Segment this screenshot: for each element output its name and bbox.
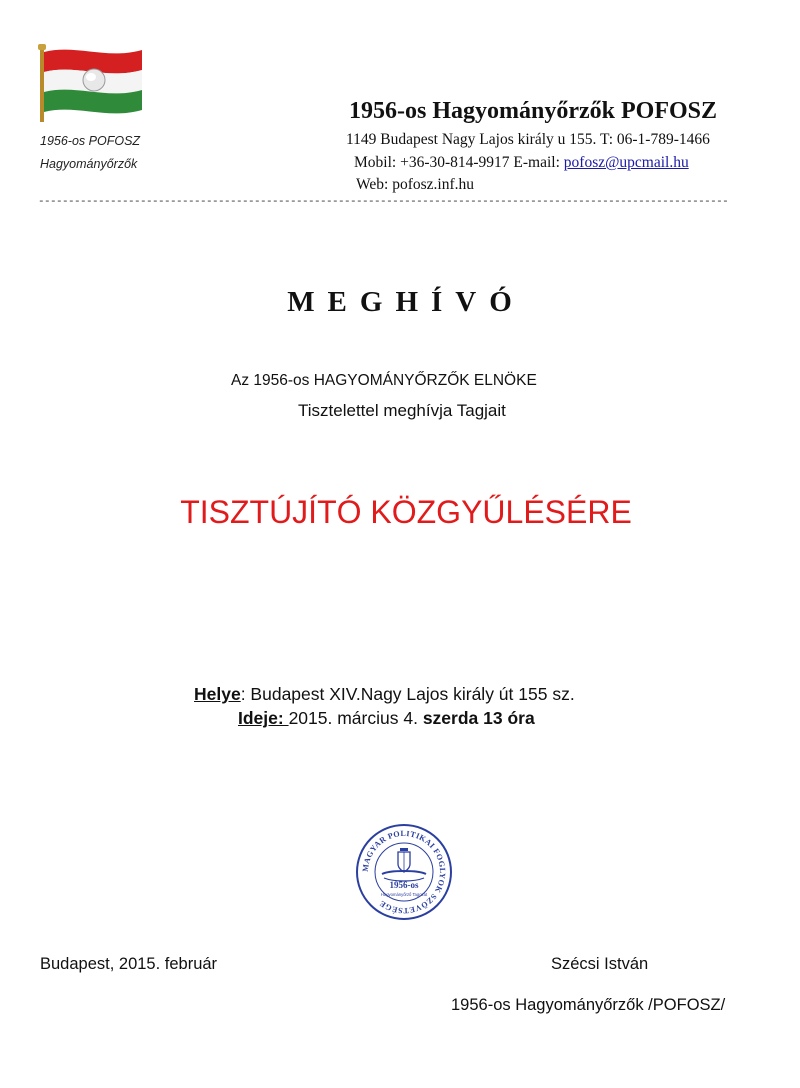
header-divider: -------------------------------------------------------------------------------------------------------------------	[38, 196, 729, 208]
header-mobile-email	[354, 154, 689, 172]
organization-stamp	[354, 822, 454, 922]
document-title: MEGHÍVÓ	[287, 286, 525, 318]
header-web: Web: pofosz.inf.hu	[356, 176, 474, 193]
time-line	[238, 708, 535, 729]
flag-logo	[36, 42, 148, 124]
stamp-ring-text: MAGYAR POLITIKAI FOGLYOK SZÖVETSÉGE	[360, 828, 448, 916]
signer-organization: 1956-os Hagyományőrzők /POFOSZ/	[451, 996, 726, 1014]
place-value: : Budapest XIV.Nagy Lajos király út 155 sz.	[240, 684, 575, 704]
time-value: 2015. március 4.	[288, 708, 423, 728]
invitation-line-2: Tisztelettel meghívja Tagjait	[298, 401, 506, 420]
stamp-inner-text: Hagyományőrző Tagozat	[380, 892, 428, 897]
header-address: 1149 Budapest Nagy Lajos király u 155. T: 06-1-789-1466	[346, 131, 710, 148]
side-label-hagyomanyorzok: Hagyományőrzők	[40, 157, 138, 171]
time-bold: szerda 13 óra	[422, 708, 535, 728]
place-and-date: Budapest, 2015. február	[40, 955, 218, 973]
invitation-line-1: Az 1956-os HAGYOMÁNYŐRZŐK ELNÖKE	[231, 372, 537, 389]
stamp-center-text: 1956-os	[389, 880, 419, 890]
signer-name: Szécsi István	[551, 955, 649, 973]
place-label: Helye	[194, 684, 241, 704]
time-label: Ideje:	[238, 708, 289, 728]
email-link[interactable]: pofosz@upcmail.hu	[563, 154, 689, 171]
organization-title: 1956-os Hagyományőrzők POFOSZ	[349, 98, 718, 124]
side-label-pofosz: 1956-os POFOSZ	[40, 134, 141, 148]
header-mobile: Mobil: +36-30-814-9917 E-mail:	[354, 154, 564, 171]
place-line	[194, 684, 575, 705]
stamp-seal-icon	[354, 822, 454, 922]
event-headline: TISZTÚJÍTÓ KÖZGYŰLÉSÉRE	[180, 494, 632, 530]
hungarian-flag-icon	[36, 42, 148, 124]
